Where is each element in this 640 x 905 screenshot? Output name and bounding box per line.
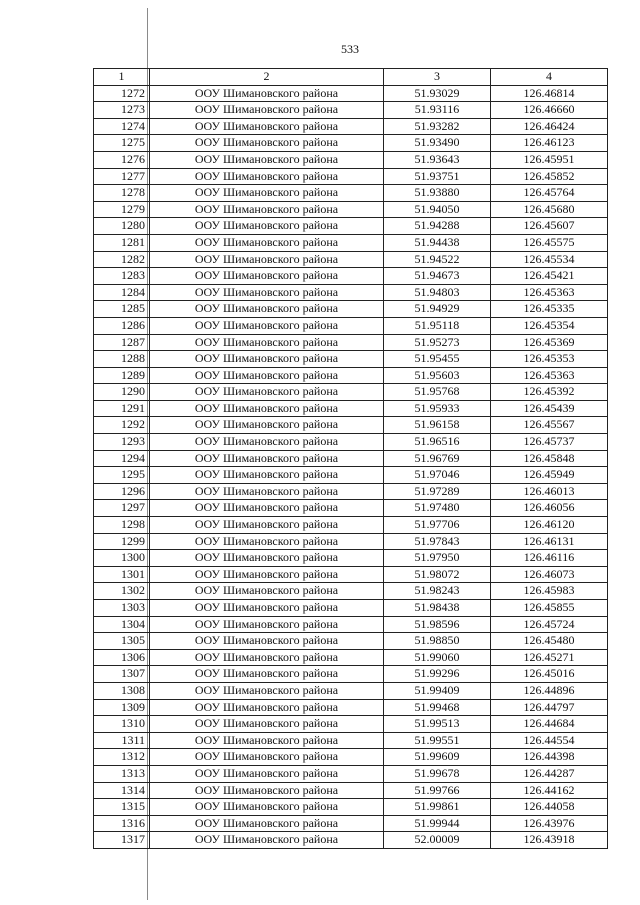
longitude-cell: 126.46073 xyxy=(491,566,608,583)
table-row xyxy=(94,301,608,318)
latitude-cell: 51.93490 xyxy=(384,135,491,152)
longitude-cell: 126.45951 xyxy=(491,151,608,168)
row-number-cell: 1285 xyxy=(94,301,150,318)
organization-name-cell: ООУ Шимановского района xyxy=(150,649,384,666)
table-row xyxy=(94,517,608,534)
row-number-cell: 1309 xyxy=(94,699,150,716)
table-row xyxy=(94,251,608,268)
organization-name-cell: ООУ Шимановского района xyxy=(150,218,384,235)
row-number-cell: 1293 xyxy=(94,434,150,451)
latitude-cell: 51.93282 xyxy=(384,118,491,135)
latitude-cell: 51.94522 xyxy=(384,251,491,268)
row-number-cell: 1310 xyxy=(94,716,150,733)
row-number-cell: 1289 xyxy=(94,367,150,384)
latitude-cell: 51.93029 xyxy=(384,85,491,102)
table-row xyxy=(94,434,608,451)
table-row xyxy=(94,550,608,567)
organization-name-cell: ООУ Шимановского района xyxy=(150,815,384,832)
longitude-cell: 126.45680 xyxy=(491,201,608,218)
latitude-cell: 51.97480 xyxy=(384,500,491,517)
latitude-cell: 51.93116 xyxy=(384,102,491,119)
organization-name-cell: ООУ Шимановского района xyxy=(150,85,384,102)
row-number-cell: 1311 xyxy=(94,732,150,749)
row-number-cell: 1283 xyxy=(94,268,150,285)
row-number-cell: 1274 xyxy=(94,118,150,135)
table-row xyxy=(94,765,608,782)
latitude-cell: 51.96516 xyxy=(384,434,491,451)
table-row xyxy=(94,782,608,799)
table-row xyxy=(94,284,608,301)
latitude-cell: 51.95603 xyxy=(384,367,491,384)
latitude-cell: 51.99609 xyxy=(384,749,491,766)
row-number-cell: 1273 xyxy=(94,102,150,119)
latitude-cell: 51.98243 xyxy=(384,583,491,600)
longitude-cell: 126.45724 xyxy=(491,616,608,633)
row-number-cell: 1312 xyxy=(94,749,150,766)
table-body xyxy=(94,85,608,848)
latitude-cell: 51.94803 xyxy=(384,284,491,301)
table-row xyxy=(94,666,608,683)
table-row xyxy=(94,732,608,749)
row-number-cell: 1314 xyxy=(94,782,150,799)
organization-name-cell: ООУ Шимановского района xyxy=(150,749,384,766)
longitude-cell: 126.45949 xyxy=(491,467,608,484)
organization-name-cell: ООУ Шимановского района xyxy=(150,284,384,301)
table-row xyxy=(94,85,608,102)
organization-name-cell: ООУ Шимановского района xyxy=(150,600,384,617)
organization-name-cell: ООУ Шимановского района xyxy=(150,566,384,583)
longitude-cell: 126.44398 xyxy=(491,749,608,766)
row-number-cell: 1296 xyxy=(94,483,150,500)
longitude-cell: 126.46660 xyxy=(491,102,608,119)
row-number-cell: 1277 xyxy=(94,168,150,185)
table-row xyxy=(94,168,608,185)
latitude-cell: 51.99513 xyxy=(384,716,491,733)
row-number-cell: 1316 xyxy=(94,815,150,832)
organization-name-cell: ООУ Шимановского района xyxy=(150,765,384,782)
longitude-cell: 126.46056 xyxy=(491,500,608,517)
longitude-cell: 126.45607 xyxy=(491,218,608,235)
longitude-cell: 126.46120 xyxy=(491,517,608,534)
organization-name-cell: ООУ Шимановского района xyxy=(150,782,384,799)
longitude-cell: 126.44684 xyxy=(491,716,608,733)
latitude-cell: 51.94438 xyxy=(384,234,491,251)
organization-name-cell: ООУ Шимановского района xyxy=(150,666,384,683)
latitude-cell: 51.96158 xyxy=(384,417,491,434)
row-number-cell: 1290 xyxy=(94,384,150,401)
longitude-cell: 126.45369 xyxy=(491,334,608,351)
longitude-cell: 126.45852 xyxy=(491,168,608,185)
latitude-cell: 51.97843 xyxy=(384,533,491,550)
row-number-cell: 1302 xyxy=(94,583,150,600)
table-row xyxy=(94,135,608,152)
longitude-cell: 126.44162 xyxy=(491,782,608,799)
organization-name-cell: ООУ Шимановского района xyxy=(150,732,384,749)
coordinates-table xyxy=(93,68,608,849)
organization-name-cell: ООУ Шимановского района xyxy=(150,118,384,135)
table-row xyxy=(94,583,608,600)
row-number-cell: 1306 xyxy=(94,649,150,666)
longitude-cell: 126.45737 xyxy=(491,434,608,451)
organization-name-cell: ООУ Шимановского района xyxy=(150,251,384,268)
organization-name-cell: ООУ Шимановского района xyxy=(150,400,384,417)
latitude-cell: 51.99861 xyxy=(384,799,491,816)
latitude-cell: 51.97046 xyxy=(384,467,491,484)
latitude-cell: 51.94929 xyxy=(384,301,491,318)
row-number-cell: 1291 xyxy=(94,400,150,417)
row-number-cell: 1281 xyxy=(94,234,150,251)
table-row xyxy=(94,815,608,832)
table-row xyxy=(94,616,608,633)
latitude-cell: 51.99551 xyxy=(384,732,491,749)
row-number-cell: 1275 xyxy=(94,135,150,152)
table-row xyxy=(94,118,608,135)
organization-name-cell: ООУ Шимановского района xyxy=(150,517,384,534)
organization-name-cell: ООУ Шимановского района xyxy=(150,168,384,185)
organization-name-cell: ООУ Шимановского района xyxy=(150,699,384,716)
latitude-cell: 51.99678 xyxy=(384,765,491,782)
table-row xyxy=(94,367,608,384)
organization-name-cell: ООУ Шимановского района xyxy=(150,550,384,567)
longitude-cell: 126.45016 xyxy=(491,666,608,683)
table-row xyxy=(94,450,608,467)
table-row xyxy=(94,417,608,434)
organization-name-cell: ООУ Шимановского района xyxy=(150,151,384,168)
row-number-cell: 1305 xyxy=(94,633,150,650)
table-row xyxy=(94,218,608,235)
latitude-cell: 51.96769 xyxy=(384,450,491,467)
latitude-cell: 52.00009 xyxy=(384,832,491,849)
latitude-cell: 51.95273 xyxy=(384,334,491,351)
longitude-cell: 126.45983 xyxy=(491,583,608,600)
longitude-cell: 126.45353 xyxy=(491,351,608,368)
longitude-cell: 126.44554 xyxy=(491,732,608,749)
longitude-cell: 126.44058 xyxy=(491,799,608,816)
row-number-cell: 1300 xyxy=(94,550,150,567)
table-row xyxy=(94,234,608,251)
row-number-cell: 1279 xyxy=(94,201,150,218)
latitude-cell: 51.95933 xyxy=(384,400,491,417)
latitude-cell: 51.98850 xyxy=(384,633,491,650)
row-number-cell: 1299 xyxy=(94,533,150,550)
latitude-cell: 51.97950 xyxy=(384,550,491,567)
organization-name-cell: ООУ Шимановского района xyxy=(150,351,384,368)
table-row xyxy=(94,334,608,351)
latitude-cell: 51.98072 xyxy=(384,566,491,583)
longitude-cell: 126.44896 xyxy=(491,682,608,699)
latitude-cell: 51.99468 xyxy=(384,699,491,716)
row-number-cell: 1294 xyxy=(94,450,150,467)
longitude-cell: 126.45363 xyxy=(491,284,608,301)
longitude-cell: 126.45480 xyxy=(491,633,608,650)
longitude-cell: 126.44287 xyxy=(491,765,608,782)
longitude-cell: 126.45855 xyxy=(491,600,608,617)
page-number: 533 xyxy=(341,42,359,56)
longitude-cell: 126.46424 xyxy=(491,118,608,135)
organization-name-cell: ООУ Шимановского района xyxy=(150,832,384,849)
row-number-cell: 1297 xyxy=(94,500,150,517)
latitude-cell: 51.99060 xyxy=(384,649,491,666)
row-number-cell: 1287 xyxy=(94,334,150,351)
row-number-cell: 1317 xyxy=(94,832,150,849)
longitude-cell: 126.45439 xyxy=(491,400,608,417)
latitude-cell: 51.99296 xyxy=(384,666,491,683)
longitude-cell: 126.45354 xyxy=(491,317,608,334)
table-row xyxy=(94,102,608,119)
row-number-cell: 1308 xyxy=(94,682,150,699)
longitude-cell: 126.45363 xyxy=(491,367,608,384)
table-row xyxy=(94,649,608,666)
latitude-cell: 51.98596 xyxy=(384,616,491,633)
row-number-cell: 1282 xyxy=(94,251,150,268)
latitude-cell: 51.94288 xyxy=(384,218,491,235)
latitude-cell: 51.95768 xyxy=(384,384,491,401)
row-number-cell: 1313 xyxy=(94,765,150,782)
organization-name-cell: ООУ Шимановского района xyxy=(150,234,384,251)
table-header-row xyxy=(94,69,608,86)
longitude-cell: 126.45392 xyxy=(491,384,608,401)
organization-name-cell: ООУ Шимановского района xyxy=(150,434,384,451)
table-row xyxy=(94,483,608,500)
latitude-cell: 51.93880 xyxy=(384,185,491,202)
longitude-cell: 126.46123 xyxy=(491,135,608,152)
longitude-cell: 126.43918 xyxy=(491,832,608,849)
table-row xyxy=(94,699,608,716)
organization-name-cell: ООУ Шимановского района xyxy=(150,500,384,517)
longitude-cell: 126.46814 xyxy=(491,85,608,102)
row-number-cell: 1292 xyxy=(94,417,150,434)
longitude-cell: 126.45567 xyxy=(491,417,608,434)
latitude-cell: 51.97289 xyxy=(384,483,491,500)
longitude-cell: 126.45421 xyxy=(491,268,608,285)
table-row xyxy=(94,384,608,401)
table-row xyxy=(94,633,608,650)
table-row xyxy=(94,151,608,168)
table-row xyxy=(94,749,608,766)
organization-name-cell: ООУ Шимановского района xyxy=(150,467,384,484)
header-col-4: 4 xyxy=(491,69,608,86)
organization-name-cell: ООУ Шимановского района xyxy=(150,583,384,600)
row-number-cell: 1304 xyxy=(94,616,150,633)
latitude-cell: 51.95118 xyxy=(384,317,491,334)
row-number-cell: 1303 xyxy=(94,600,150,617)
organization-name-cell: ООУ Шимановского района xyxy=(150,201,384,218)
longitude-cell: 126.45271 xyxy=(491,649,608,666)
organization-name-cell: ООУ Шимановского района xyxy=(150,716,384,733)
header-col-3: 3 xyxy=(384,69,491,86)
organization-name-cell: ООУ Шимановского района xyxy=(150,334,384,351)
latitude-cell: 51.97706 xyxy=(384,517,491,534)
latitude-cell: 51.94050 xyxy=(384,201,491,218)
row-number-cell: 1272 xyxy=(94,85,150,102)
organization-name-cell: ООУ Шимановского района xyxy=(150,301,384,318)
latitude-cell: 51.99944 xyxy=(384,815,491,832)
row-number-cell: 1284 xyxy=(94,284,150,301)
table-row xyxy=(94,600,608,617)
latitude-cell: 51.93751 xyxy=(384,168,491,185)
organization-name-cell: ООУ Шимановского района xyxy=(150,135,384,152)
organization-name-cell: ООУ Шимановского района xyxy=(150,533,384,550)
row-number-cell: 1280 xyxy=(94,218,150,235)
organization-name-cell: ООУ Шимановского района xyxy=(150,682,384,699)
longitude-cell: 126.45534 xyxy=(491,251,608,268)
organization-name-cell: ООУ Шимановского района xyxy=(150,384,384,401)
table-row xyxy=(94,566,608,583)
latitude-cell: 51.93643 xyxy=(384,151,491,168)
longitude-cell: 126.45575 xyxy=(491,234,608,251)
row-number-cell: 1315 xyxy=(94,799,150,816)
organization-name-cell: ООУ Шимановского района xyxy=(150,367,384,384)
organization-name-cell: ООУ Шимановского района xyxy=(150,799,384,816)
row-number-cell: 1307 xyxy=(94,666,150,683)
row-number-cell: 1301 xyxy=(94,566,150,583)
row-number-cell: 1288 xyxy=(94,351,150,368)
row-number-cell: 1295 xyxy=(94,467,150,484)
table-row xyxy=(94,533,608,550)
table-row xyxy=(94,799,608,816)
table-row xyxy=(94,317,608,334)
latitude-cell: 51.95455 xyxy=(384,351,491,368)
table-row xyxy=(94,351,608,368)
table-row xyxy=(94,268,608,285)
table-row xyxy=(94,500,608,517)
table-row xyxy=(94,682,608,699)
row-number-cell: 1276 xyxy=(94,151,150,168)
longitude-cell: 126.45335 xyxy=(491,301,608,318)
longitude-cell: 126.46116 xyxy=(491,550,608,567)
organization-name-cell: ООУ Шимановского района xyxy=(150,483,384,500)
latitude-cell: 51.94673 xyxy=(384,268,491,285)
organization-name-cell: ООУ Шимановского района xyxy=(150,268,384,285)
table-row xyxy=(94,716,608,733)
table-row xyxy=(94,467,608,484)
organization-name-cell: ООУ Шимановского района xyxy=(150,450,384,467)
longitude-cell: 126.44797 xyxy=(491,699,608,716)
longitude-cell: 126.45848 xyxy=(491,450,608,467)
row-number-cell: 1286 xyxy=(94,317,150,334)
row-number-cell: 1278 xyxy=(94,185,150,202)
header-col-2: 2 xyxy=(150,69,384,86)
organization-name-cell: ООУ Шимановского района xyxy=(150,317,384,334)
table-row xyxy=(94,400,608,417)
latitude-cell: 51.99766 xyxy=(384,782,491,799)
organization-name-cell: ООУ Шимановского района xyxy=(150,616,384,633)
table-row xyxy=(94,201,608,218)
table-row xyxy=(94,832,608,849)
table-row xyxy=(94,185,608,202)
latitude-cell: 51.99409 xyxy=(384,682,491,699)
row-number-cell: 1298 xyxy=(94,517,150,534)
header-col-1: 1 xyxy=(94,69,150,86)
longitude-cell: 126.45764 xyxy=(491,185,608,202)
organization-name-cell: ООУ Шимановского района xyxy=(150,633,384,650)
organization-name-cell: ООУ Шимановского района xyxy=(150,417,384,434)
longitude-cell: 126.46013 xyxy=(491,483,608,500)
organization-name-cell: ООУ Шимановского района xyxy=(150,185,384,202)
latitude-cell: 51.98438 xyxy=(384,600,491,617)
organization-name-cell: ООУ Шимановского района xyxy=(150,102,384,119)
longitude-cell: 126.43976 xyxy=(491,815,608,832)
longitude-cell: 126.46131 xyxy=(491,533,608,550)
